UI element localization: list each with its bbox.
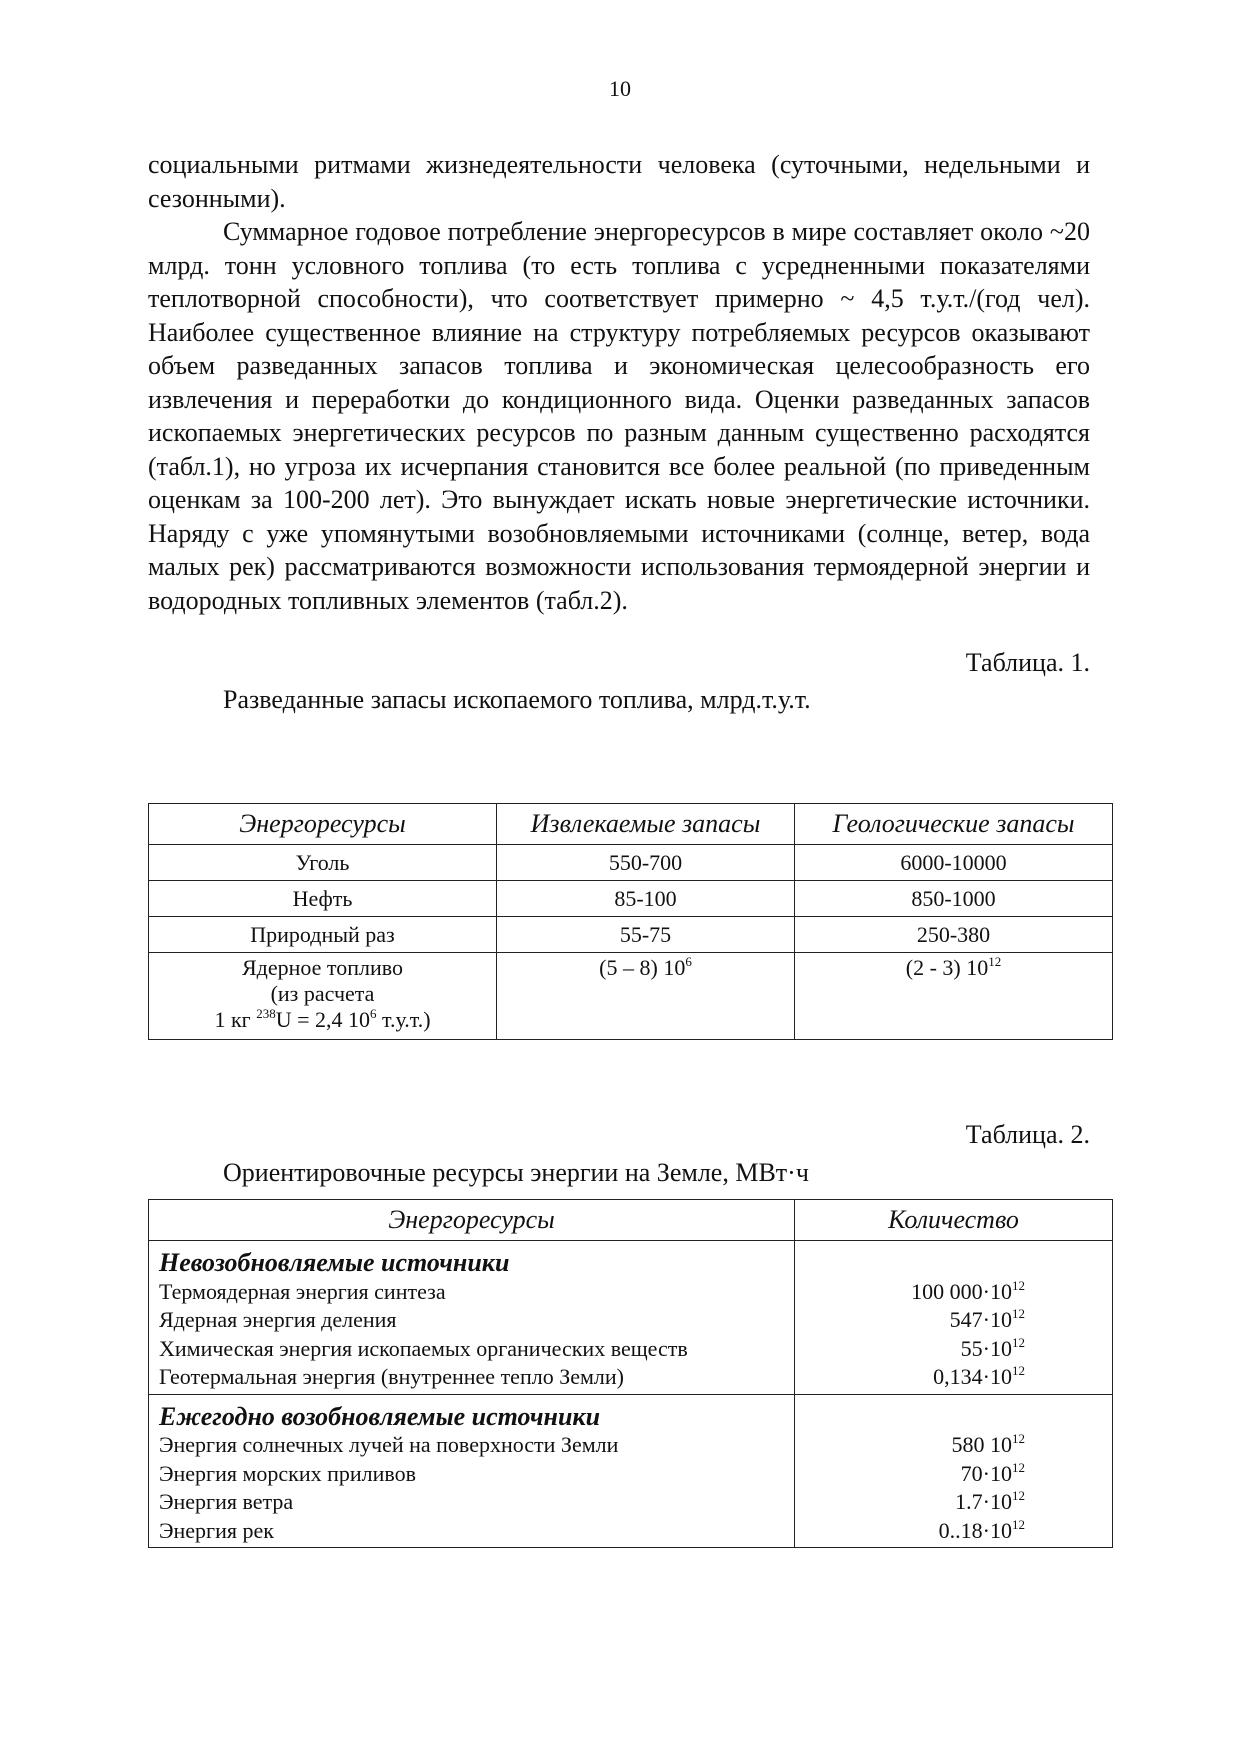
resource-amount: $0,134\cdot 10^{12}$ [933, 1363, 1025, 1389]
resource-amount: 100 $000\cdot 10^{12}$ [911, 1277, 1025, 1304]
paragraph-energy-consumption: Суммарное годовое потребление энергоресурсов в мире составляет около ~20 млрд. тонн условного топлива (то есть топлива с усредненными показателями теплотворной способности), что соответствует примерно ~ 4,5 т.у.т./(год чел). Наиболее существенное влияние на структуру потребляемых ресурсов оказывают объем разведанных запасов топлива и экономическая целесообразность его извлечения и переработки до кондиционного вида. Оценки разведанных запасов ископаемых энергетических ресурсов по разным данным существенно расходятся (табл.1), но угроза их исчерпания становится все более реальной (по приведенным оценкам за 100-200 лет). Это вынуждает искать новые энергетические источники. Наряду с уже упомянутыми возобновляемыми источниками (солнце, ветер, вода малых рек) рассматриваются возможности использования термоядерной энергии и водородных топливных элементов (табл.2). [148, 217, 1090, 615]
geological-cell: 250-380 [795, 917, 1113, 953]
resource-cell-nuclear [149, 953, 497, 1040]
resource-amount: $1.7\cdot 10^{12}$ [955, 1488, 1025, 1514]
table-header-row [149, 1200, 1113, 1241]
group-names-cell [149, 1394, 795, 1548]
resource-name: Термоядерная энергия синтеза [159, 1278, 446, 1304]
column-header-amount: Количество [795, 1200, 1113, 1241]
resource-name: Химическая энергия ископаемых органических веществ [159, 1335, 688, 1361]
recoverable-cell: 85-100 [497, 881, 795, 917]
group-amounts-cell [795, 1241, 1113, 1395]
resource-amount: $55\cdot 10^{12}$ [960, 1334, 1025, 1361]
table2-caption: Ориентировочные ресурсы энергии на Земле, МВт·ч [223, 1158, 809, 1187]
group-row-nonrenewable [149, 1241, 1113, 1395]
earth-energy-resources-table [148, 1199, 1113, 1548]
geological-cell-nuclear: (2 - 3) $10^{12}$ [795, 953, 1113, 1040]
group-row-renewable [149, 1394, 1113, 1548]
resource-name: Энергия рек [159, 1517, 274, 1543]
table-row-nuclear [149, 953, 1113, 1040]
table2-label: Таблица. 2. [965, 1120, 1090, 1149]
recoverable-cell: 55-75 [497, 917, 795, 953]
resource-cell: Нефть [149, 881, 497, 917]
page-number: 10 [609, 76, 631, 101]
recoverable-cell: 550-700 [497, 845, 795, 881]
resource-cell: Природный раз [149, 917, 497, 953]
group-title: Ежегодно возобновляемые источники [159, 1401, 601, 1431]
nuclear-note-line2: 1 кг $^{238}$U = 2,4 $10^6$ т.у.т.) [214, 1006, 431, 1032]
group-amounts-cell [795, 1394, 1113, 1548]
resource-name: Геотермальная энергия (внутреннее тепло Земли) [159, 1364, 624, 1389]
resource-amount: 580 $10^{12}$ [951, 1431, 1025, 1457]
nuclear-fuel-label: Ядерное топливо [241, 955, 404, 980]
resource-name: Энергия ветра [159, 1489, 294, 1514]
group-names-cell [149, 1241, 795, 1395]
paragraph-continuation: социальными ритмами жизнедеятельности человека (суточными, недельными и сезонными). [148, 150, 1090, 213]
body-text [148, 148, 1090, 617]
resource-amount: $0..18\cdot 10^{12}$ [938, 1516, 1025, 1543]
table-row [149, 917, 1113, 953]
geological-cell: 850-1000 [795, 881, 1113, 917]
table-row [149, 881, 1113, 917]
column-header-recoverable: Извлекаемые запасы [497, 804, 795, 845]
recoverable-cell-nuclear: (5 – 8) $10^6$ [497, 953, 795, 1040]
nuclear-note-line1: (из расчета [270, 981, 375, 1006]
column-header-resources: Энергоресурсы [149, 804, 497, 845]
resource-name: Энергия солнечных лучей на поверхности Земли [159, 1432, 619, 1457]
table-row [149, 845, 1113, 881]
resource-name: Ядерная энергия деления [159, 1307, 397, 1332]
column-header-geological: Геологические запасы [795, 804, 1113, 845]
resource-amount: $70\cdot 10^{12}$ [960, 1459, 1025, 1486]
table-header-row [149, 804, 1113, 845]
geological-cell: 6000-10000 [795, 845, 1113, 881]
resource-amount: $547\cdot 10^{12}$ [949, 1306, 1025, 1332]
table1-caption: Разведанные запасы ископаемого топлива, млрд.т.у.т. [223, 685, 811, 714]
group-title: Невозобновляемые источники [159, 1248, 510, 1277]
resource-cell: Уголь [149, 845, 497, 881]
resource-name: Энергия морских приливов [159, 1460, 417, 1486]
fuel-reserves-table [148, 803, 1113, 1040]
column-header-resources: Энергоресурсы [149, 1200, 795, 1241]
table1-label: Таблица. 1. [965, 648, 1090, 677]
